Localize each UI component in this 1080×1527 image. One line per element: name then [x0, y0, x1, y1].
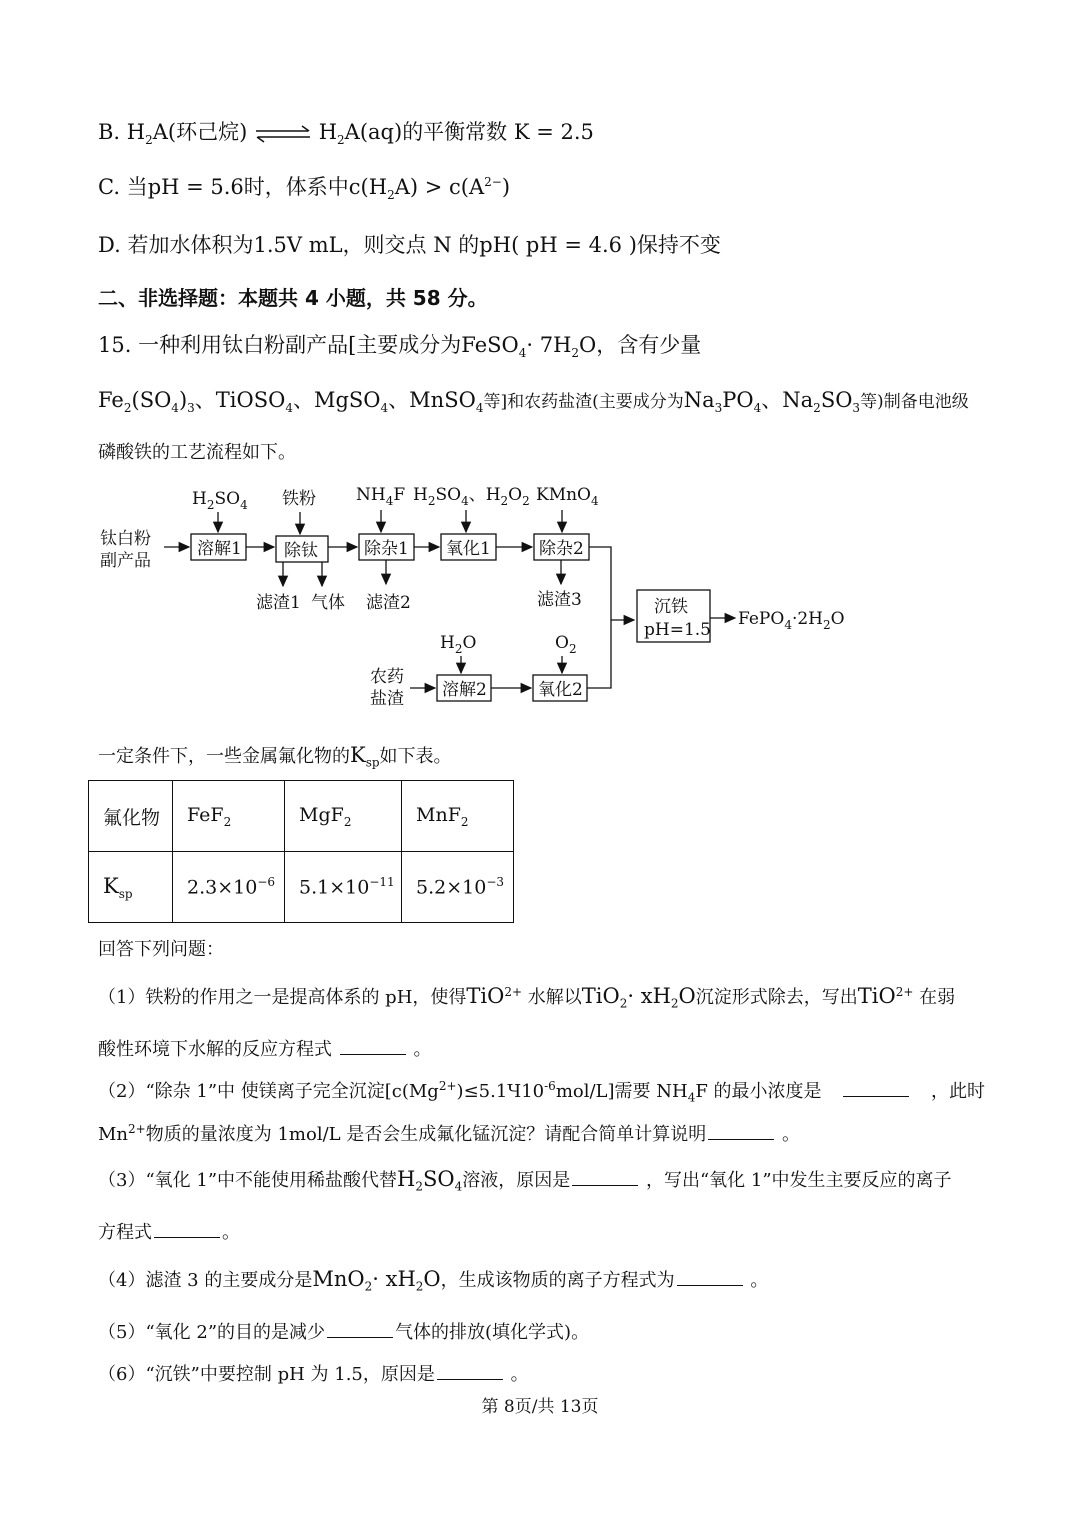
option-label: D. [98, 233, 121, 257]
ksp-table [88, 780, 514, 923]
formula-sub: 4 [380, 401, 389, 416]
row-label: K [103, 873, 119, 898]
formula-text: H [397, 1167, 416, 1191]
formula-sub: 2 [415, 1179, 423, 1194]
formula-sub: 4 [475, 401, 484, 416]
box-oxidation-2-label: 氧化2 [538, 680, 583, 700]
table-header-cell [89, 781, 173, 852]
formula-sub: 2 [460, 814, 469, 829]
formula-text: 、MnSO [388, 388, 476, 412]
formula-sub: 4 [753, 401, 762, 416]
ksp-exponent: −6 [257, 875, 276, 890]
table-cell [402, 852, 514, 923]
question-text: 。 [782, 1124, 801, 1145]
formula-sub: 3 [852, 401, 861, 416]
box-oxidation-1-label: 氧化1 [446, 539, 491, 559]
feed-label-1: 钛白粉 [100, 529, 151, 549]
question-text: 如下表。 [379, 746, 452, 767]
ph-value: ( pH = 4.6 ) [511, 233, 637, 257]
formula-sub: 2 [670, 996, 679, 1011]
formula-text: O [423, 1267, 441, 1291]
flow-arrow [589, 547, 634, 620]
formula-text: K [350, 743, 366, 767]
formula-sub: sp [118, 886, 133, 901]
formula-text: · 7H [526, 333, 572, 357]
formula-text: · xH [372, 1267, 416, 1291]
formula-sub: 2 [123, 401, 132, 416]
option-label: C. [98, 175, 120, 199]
flow-arrow [587, 620, 611, 688]
option-text: 当 [126, 175, 148, 199]
box-impurity-removal-2-label: 除杂2 [539, 539, 584, 559]
formula-sub: 2 [223, 814, 232, 829]
formula-text: TiO [581, 984, 620, 1008]
formula-text: FeSO [461, 333, 519, 357]
option-text: 时，体系中 [243, 175, 349, 199]
ph-label: pH [479, 233, 512, 257]
formula-sup: 2+ [128, 1122, 146, 1136]
formula-sup: 2− [484, 175, 502, 189]
question-text: 在弱 [919, 987, 956, 1008]
formula-sub: 2 [387, 188, 395, 203]
formula-text: A(aq) [344, 120, 403, 144]
reagent-o2: $O_2$ [555, 633, 577, 656]
subquestion-1-line2 [98, 1035, 431, 1061]
formula-sub: 4 [171, 401, 179, 416]
header-text: FeF [187, 803, 224, 826]
option-text: 若加水体积为 [127, 233, 254, 257]
q15-stem-line1 [98, 329, 701, 360]
option-d [98, 229, 721, 259]
question-text: 方程式 [98, 1222, 152, 1243]
ksp-exponent: −3 [486, 875, 505, 890]
formula-text: H [318, 120, 338, 144]
option-text: 保持不变 [636, 233, 721, 257]
question-text: 一定条件下，一些金属氟化物的 [98, 746, 350, 767]
answer-blank[interactable] [340, 1053, 406, 1055]
option-text: 的平衡常数 [402, 120, 508, 144]
formula-sup: 2+ [895, 985, 914, 999]
answer-blank[interactable] [677, 1284, 743, 1286]
answer-blank[interactable] [572, 1184, 638, 1186]
formula-sub: 2 [145, 133, 153, 148]
question-text: ，写出“氧化 1”中发生主要反应的离子 [645, 1170, 952, 1191]
table-cell [285, 852, 402, 923]
output-filter-residue-1: 滤渣1 [256, 593, 301, 613]
formula-text: TiO [466, 984, 505, 1008]
reagent-iron-powder: 铁粉 [282, 489, 316, 509]
formula-text: PO [722, 388, 754, 412]
subquestion-2-line2 [98, 1120, 800, 1146]
answer-blank[interactable] [437, 1378, 503, 1380]
subquestion-5 [98, 1318, 589, 1344]
question-text: 水解以 [527, 987, 582, 1008]
box-remove-titanium-label: 除钛 [284, 541, 318, 561]
question-text: 酸性环境下水解的反应方程式 [98, 1039, 332, 1060]
question-text: 。 [413, 1039, 432, 1060]
table-header-cell [173, 781, 285, 852]
formula-text: 、TiOSO [194, 388, 286, 412]
question-text: 。 [222, 1222, 240, 1243]
formula-sub: sp [365, 755, 380, 770]
formula-text: H [126, 120, 146, 144]
reagent-h2so4: $H_2SO_4$ [192, 489, 248, 512]
formula-sub: 2 [337, 133, 345, 148]
header-text: 氟化物 [103, 806, 161, 829]
formula-text: · xH [627, 984, 671, 1008]
answer-blank[interactable] [843, 1095, 909, 1097]
question-text: 溶液，原因是 [462, 1170, 571, 1191]
table-cell [173, 852, 285, 923]
ksp-value: 5.1×10 [299, 876, 370, 899]
question-text: ，此时 [931, 1081, 986, 1102]
formula-text: SO [820, 388, 853, 412]
reagent-nh4f: $NH_4F$ [356, 485, 406, 508]
output-filter-residue-3: 滤渣3 [537, 590, 582, 610]
product-fepo4: $FePO_4\cdot 2H_2O$ [738, 609, 845, 632]
formula-sup: 2+ [438, 1079, 457, 1093]
answer-intro: 回答下列问题： [98, 939, 224, 960]
question-text: ，生成该物质的离子方程式为 [440, 1270, 675, 1291]
table-header-cell [285, 781, 402, 852]
formula-text: A(环己烷) [152, 120, 248, 144]
equilibrium-constant: K = 2.5 [513, 120, 594, 144]
feed2-label-1: 农药 [370, 667, 404, 687]
reagent-h2o: $H_2O$ [440, 633, 477, 656]
question-text: Mn [98, 1124, 129, 1145]
ksp-value: 2.3×10 [187, 876, 258, 899]
question-text: （4）滤渣 3 的主要成分是 [98, 1270, 313, 1291]
formula-sub: 4 [454, 1179, 463, 1194]
subquestion-4 [98, 1266, 768, 1294]
formula-text: TiO [857, 984, 896, 1008]
subquestion-6 [98, 1360, 529, 1386]
question-text: )≤5.1Ч10 [456, 1081, 545, 1102]
box-impurity-removal-1-label: 除杂1 [364, 539, 409, 559]
formula-sup: -6 [544, 1079, 556, 1093]
table-row [89, 852, 514, 923]
formula-text: ) [178, 388, 188, 412]
formula-text: Na [683, 388, 715, 412]
question-text: 沉淀形式除去，写出 [695, 987, 858, 1008]
formula-text: c(H [348, 175, 388, 199]
option-label: B. [98, 120, 121, 144]
question-text: 物质的量浓度为 1mol/L 是否会生成氟化锰沉淀？请配合简单计算说明 [145, 1124, 707, 1145]
option-text: ，则交点 N 的 [342, 233, 480, 257]
formula-sub: 2 [813, 401, 821, 416]
formula-text: O [678, 984, 696, 1008]
subquestion-1-line1 [98, 983, 955, 1011]
table-row [89, 781, 514, 852]
formula-sub: 2 [619, 996, 628, 1011]
formula-text: 、MgSO [292, 388, 381, 412]
option-b [98, 116, 594, 147]
question-text: （6）“沉铁”中要控制 pH 为 1.5，原因是 [98, 1364, 435, 1385]
answer-blank[interactable] [708, 1138, 774, 1140]
formula-sup: 2+ [504, 985, 523, 999]
section-title: 二、非选择题：本题共 4 小题，共 58 分。 [98, 286, 488, 310]
output-filter-residue-2: 滤渣2 [366, 593, 411, 613]
feed-label-2: 副产品 [100, 551, 151, 571]
formula-text: ) [501, 175, 511, 199]
question-text: 。 [750, 1270, 769, 1291]
question-text: mol/L]需要 NH [555, 1081, 688, 1102]
question-text: 等)制备电池级 [860, 392, 969, 412]
subquestion-3-line1 [98, 1166, 952, 1194]
question-text: （5）“氧化 2”的目的是减少 [98, 1322, 326, 1343]
output-gas: 气体 [311, 593, 345, 613]
formula-sub: 3 [714, 401, 723, 416]
box-dissolve-1-label: 溶解1 [197, 539, 242, 559]
page-footer: 第 8页/共 13页 [481, 1397, 599, 1417]
subquestion-3-line2 [98, 1218, 240, 1244]
formula-sub: 4 [518, 346, 527, 361]
formula-sub: 2 [415, 1279, 424, 1294]
formula-text: MnO [312, 1267, 365, 1291]
ph-value: pH = 5.6 [147, 175, 244, 199]
formula-text: SO [423, 1167, 455, 1191]
header-text: MnF [416, 803, 461, 826]
ksp-value: 5.2×10 [416, 876, 487, 899]
process-flow-diagram [0, 470, 1080, 720]
table-cell [89, 852, 173, 923]
question-text: （3）“氧化 1”中不能使用稀盐酸代替 [98, 1170, 398, 1191]
box-iron-precipitation-label: 沉铁 [654, 597, 688, 617]
question-text: ，含有少量 [596, 333, 702, 357]
formula-text: O [579, 333, 597, 357]
feed2-label-2: 盐渣 [370, 689, 404, 709]
formula-sub: 2 [343, 814, 352, 829]
ksp-intro [98, 742, 452, 770]
question-text: （1）铁粉的作用之一是提高体系的 pH，使得 [98, 987, 467, 1008]
reagent-oxidant-1: $H_2SO_4$、$H_2O_2$ [413, 485, 530, 508]
question-text: （2）“除杂 1”中 使镁离子完全沉淀[c(Mg [98, 1081, 439, 1102]
formula-sub: 3 [187, 401, 195, 416]
question-text: 气体的排放(填化学式)。 [395, 1322, 590, 1343]
answer-blank[interactable] [154, 1236, 220, 1238]
formula-text: A) > c(A [394, 175, 485, 199]
question-text: 。 [510, 1364, 529, 1385]
box-dissolve-2-label: 溶解2 [442, 680, 487, 700]
volume-value: 1.5V mL [253, 233, 343, 257]
option-c [98, 171, 510, 202]
formula-sub: 4 [687, 1090, 696, 1105]
question-text: 等]和农药盐渣(主要成分为 [483, 392, 684, 412]
question-text: 15. 一种利用钛白粉副产品[主要成分为 [98, 333, 462, 357]
ksp-exponent: −11 [369, 875, 395, 890]
formula-sub: 4 [285, 401, 293, 416]
formula-text: 、Na [761, 388, 814, 412]
q15-stem-line3: 磷酸铁的工艺流程如下。 [98, 442, 296, 463]
formula-sub: 2 [571, 346, 580, 361]
reagent-kmno4: KMnO$_4$ [536, 485, 599, 508]
equilibrium-arrow-icon [254, 124, 312, 144]
subquestion-2-line1 [98, 1077, 985, 1105]
box-iron-precipitation-ph: pH=1.5 [644, 620, 711, 640]
q15-stem-line2 [98, 384, 969, 415]
formula-text: Fe [98, 388, 124, 412]
answer-blank[interactable] [327, 1336, 393, 1338]
formula-text: (SO [131, 388, 172, 412]
question-text: F 的最小浓度是 [695, 1081, 822, 1102]
header-text: MgF [299, 803, 344, 826]
formula-sub: 2 [364, 1279, 373, 1294]
table-header-cell [402, 781, 514, 852]
